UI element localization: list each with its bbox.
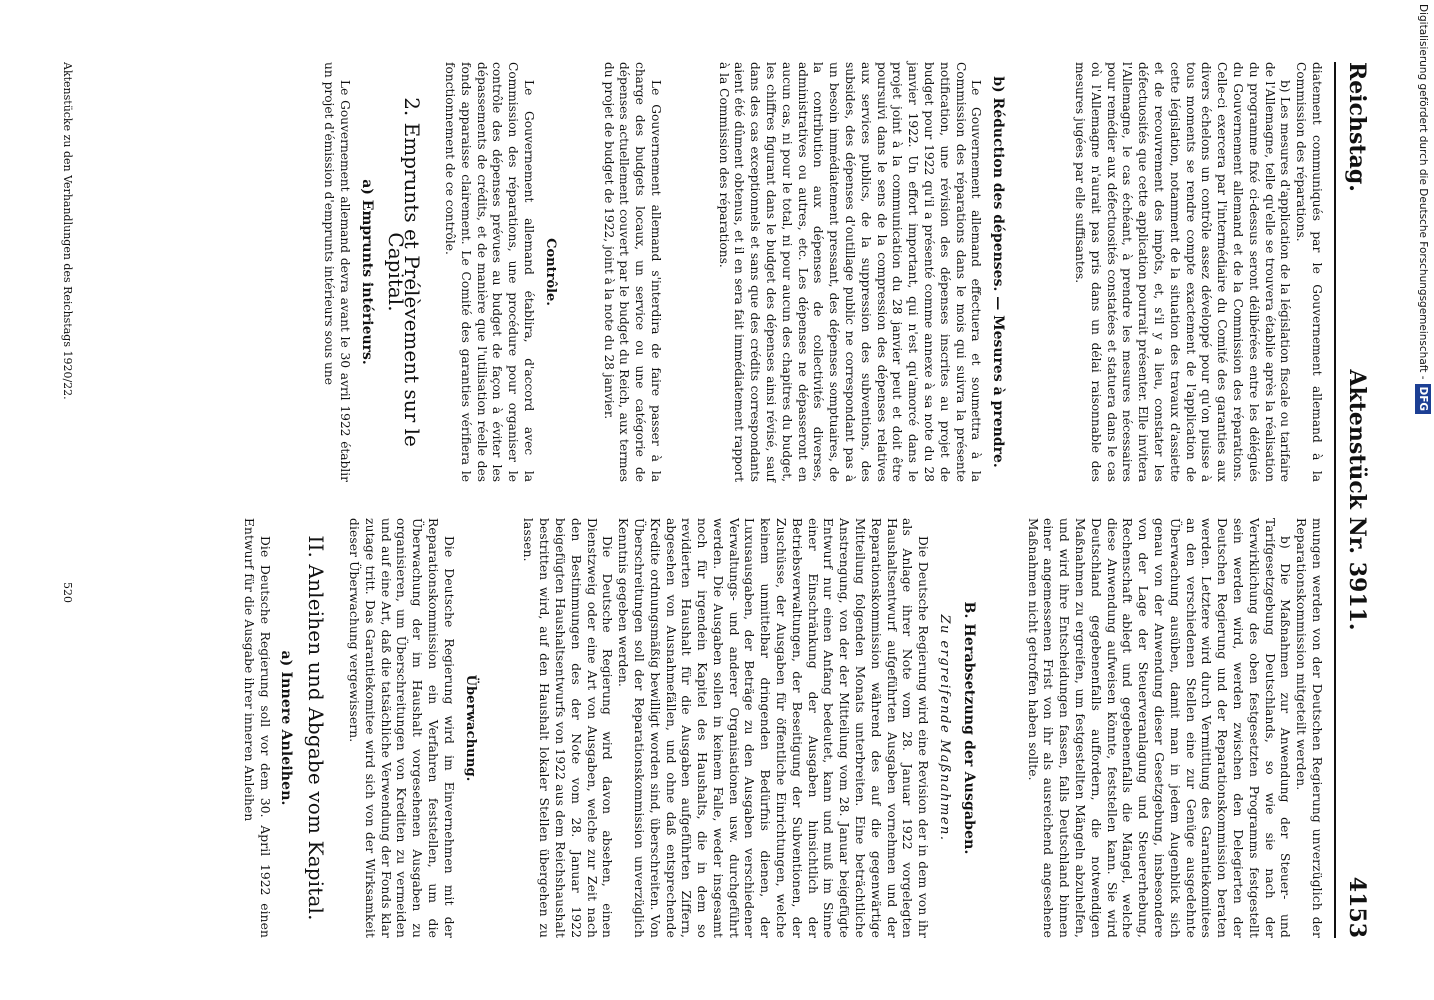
de-paragraph-1: mungen werden von der Deutschen Regierung unverzüglich der Reparationskommission mitgeteilt werden. bbox=[1294, 518, 1324, 938]
de-heading-anleihen: II. Anleihen und Abgabe vom Kapital. bbox=[304, 535, 329, 921]
header-publication: Reichstag. bbox=[1344, 62, 1370, 192]
fr-heading-reduction: b) Réduction des dépenses. — Mesures à prendre. bbox=[990, 76, 1007, 468]
spacer bbox=[1019, 62, 1071, 482]
fr-paragraph-4: Le Gouvernement allemand s'interdira de faire passer à la charge des budgets locaux, un service ou une catégorie de dépenses actuellement couvert par le budget du Reich, aux termes du projet de budget de 1922, joint à la note du 28 janvier. bbox=[601, 62, 663, 482]
fr-heading-controle: Contrôle. bbox=[542, 238, 558, 306]
spacer bbox=[990, 518, 1024, 938]
fr-heading-emprunts: 2. Emprunts et Prélèvement sur le Capital. bbox=[384, 97, 425, 447]
fr-paragraph-3: Le Gouvernement allemand effectuera et soumettra à la Commission des réparations dans le mois qui suivra la présente notification, une révision des dépenses inscrites au projet de budget pour 1922 qu'il a présenté comme annexe à sa note du 28 janvier 1922. Un effort important, qui n'est qu'amorcé dans le projet joint à la communication du 28 janvier peut et doit être poursuivi dans le sens de la compression des dépenses relatives aux services publics, de la suppression des subventions, des subsides, des dépenses d'outillage public ne correspondant pas à un besoin immédiatement pressant, des dépenses somptuaires, de la contribution aux dépenses de collectivités diverses, administratives ou autres, etc. Les dépenses ne dépasseront en aucun cas, ni pour le total, ni pour aucun des chapitres du budget, les chiffres figurant dans le budget des dépenses ainsi révisé, sauf dans des cas exceptionnels et sans que des crédits correspondants aient été dûment obtenus, et il en sera fait immédiatement rapport à la Commission des réparations. bbox=[716, 62, 984, 482]
dfg-logo: DFG bbox=[1415, 384, 1431, 415]
german-column bbox=[240, 518, 1324, 938]
de-heading-herabsetzung: B. Herabsetzung der Ausgaben. bbox=[960, 601, 977, 855]
spacer bbox=[486, 518, 520, 938]
footer-source: Aktenstücke zu den Verhandlungen des Reichstags 1920/22. bbox=[61, 62, 74, 400]
de-paragraph-4: Die Deutsche Regierung wird davon absehen, einen Dienstzweig oder eine Art von Ausgaben, welche zur Zeit nach den Bestimmungen des der Note vom 28. Januar 1922 beigefügten Haushaltsentwurfs von 1922 aus dem Reichshaushalt bestritten wird, auf den Haushalt lokaler Stellen übergehen zu lassen. bbox=[521, 518, 615, 938]
footer-page-number: 520 bbox=[61, 582, 74, 603]
de-heading-ueberwachung: Überwachung. bbox=[462, 674, 478, 782]
de-heading-innere-anleihen: a) Innere Anleihen. bbox=[278, 650, 295, 806]
de-paragraph-3: Die Deutsche Regierung wird eine Revision der in dem von ihr als Anlage ihrer Note vom 28. Januar 1922 vorgelegten Haushaltsentwurf aufgeführten Ausgaben vornehmen und der Reparationskommission während des auf die gegenwärtige Mitteilung folgenden Monats unterbreiten. Eine beträchtliche Anstrengung, von der der Mitteilung vom 28. Januar beigefügte Entwurf nur einen Anfang bedeutet, kann und muß im Sinne einer Einschränkung der Ausgaben hinsichtlich der Betriebsverwaltungen, der Beseitigung der Subventionen, der Zuschüsse, der Ausgaben für öffentliche Einrichtungen, welche keinem unmittelbar dringenden Bedürfnis dienen, der Luxusausgaben, der Beträge zu den Ausgaben verschiedener Verwaltungs- und anderer Organisationen usw. durchgeführt werden. Die Ausgaben sollen in keinem Falle, weder insgesamt noch für irgendein Kapitel des Haushalts, die in dem so revidierten Haushalt für die Ausgaben aufgeführten Ziffern, abgesehen von Ausnahmefällen, und ohne daß entsprechende Kredite ordnungsmäßig bewilligt worden sind, überschreiten. Von Überschreitungen soll der Reparationskommission unverzüglich Kenntnis gegeben werden. bbox=[616, 518, 931, 938]
spacer bbox=[566, 62, 600, 482]
header-document-number: Aktenstück Nr. 3911. bbox=[1344, 369, 1370, 631]
fr-paragraph-5: Le Gouvernement allemand établira, d'accord avec la Commission des réparations, une procédure pour organiser le contrôle des dépenses prévues au budget de façon à éviter les dépassements de crédits, et de manière que l'utilisation réelle des fonds apparaisse clairement. Le Comité des garanties vérifiera le fonctionnement de ce contrôle. bbox=[442, 62, 536, 482]
french-column bbox=[320, 62, 1324, 482]
de-paragraph-5: Die Deutsche Regierung wird im Einvernehmen mit der Reparationskommission ein Verfahren feststellen, um die Überwachung der im Haushalt vorgesehenen Ausgaben zu organisieren, um Überschreitungen von Krediten zu vermeiden und auf eine Art, daß die tatsächliche Verwendung der Fonds klar zutage tritt. Das Garantiekomitee wird sich von der Wirksamkeit dieser Überwachung vergewissern. bbox=[346, 518, 456, 938]
spacer bbox=[663, 62, 715, 482]
page-header bbox=[1334, 62, 1372, 938]
de-paragraph-6: Die Deutsche Regierung soll vor dem 30. April 1922 einen Entwurf für die Ausgabe ihrer inneren Anleihen bbox=[241, 518, 272, 938]
fr-paragraph-2: b) Les mesures d'application de la législation fiscale ou tarifaire de l'Allemagne, telle qu'elle se trouvera établie après la réalisation du programme fixé ci-dessus seront délibérées entre les délégués du Gouvernement allemand et de la Commission des réparations. Celle-ci exercera par l'intermédiaire du Comité des garanties aux divers échelons un contrôle assez développé pour qu'on puisse à tous moments se rendre compte exactement de l'application de cette législation, notamment de la situation des travaux d'assiette et de recouvrement des impôts, et, s'il y a lieu, constater les défectuosités que cette application pourrait présenter. Elle invitera l'Allemagne, le cas échéant, à prendre les mesures nécessaires pour remédier aux défectuosités constatées et statuera dans le cas où l'Allemagne n'aurait pas pris dans un délai raisonnable des mesures jugées par elle suffisantes. bbox=[1073, 62, 1293, 482]
fr-paragraph-1: diatement communiqués par le Gouvernement allemand à la Commission des réparations. bbox=[1294, 62, 1324, 482]
dfg-funding-note: Digitalisierung gefördert durch die Deutsche Forschungsgemeinschaft - bbox=[1417, 4, 1429, 380]
fr-heading-emprunts-interieurs: a) Emprunts intérieurs. bbox=[358, 179, 375, 365]
header-page-number: 4153 bbox=[1344, 876, 1370, 938]
page-content bbox=[52, 62, 1372, 938]
fr-paragraph-6: Le Gouvernement allemand devra avant le 30 avril 1922 établir un projet d'émission d'emprunts intérieurs sous une bbox=[321, 62, 352, 482]
de-subheading-massnahmen: Zu ergreifende Maßnahmen. bbox=[937, 614, 953, 842]
de-paragraph-2: b) Die Maßnahmen zur Anwendung der Steuer- und Tarifgesetzgebung Deutschlands, so wie sie nach der Verwirklichung des oben festgesetzten Programms festgestellt sein werden wird, werden zwischen den Delegierten der Deutschen Regierung und der Reparationskommission beraten werden. Letztere wird durch Vermittlung des Garantiekomitees an den verschiedenen Stellen eine zur Genüge ausgedehnte Überwachung ausüben, damit man in jedem Augenblick sich genau von der Anwendung dieser Gesetzgebung, insbesondere von der Lage der Steuerveranlagung und Steuererhebung, Rechenschaft ablegt und gegebenenfalls die Mängel, welche diese Anwendung aufweisen könnte, feststellen kann. Sie wird Deutschland gegebenenfalls auffordern, die notwendigen Maßnahmen zu ergreifen, um festgestellten Mängeln abzuhelfen, und wird ihre Entscheidungen fassen, falls Deutschland binnen einer angemessenen Frist von ihr als ausreichend angesehene Maßnahmen nicht getroffen haben sollte. bbox=[1025, 518, 1293, 938]
dfg-watermark bbox=[1412, 4, 1434, 590]
dfg-watermark-text bbox=[1412, 4, 1434, 590]
